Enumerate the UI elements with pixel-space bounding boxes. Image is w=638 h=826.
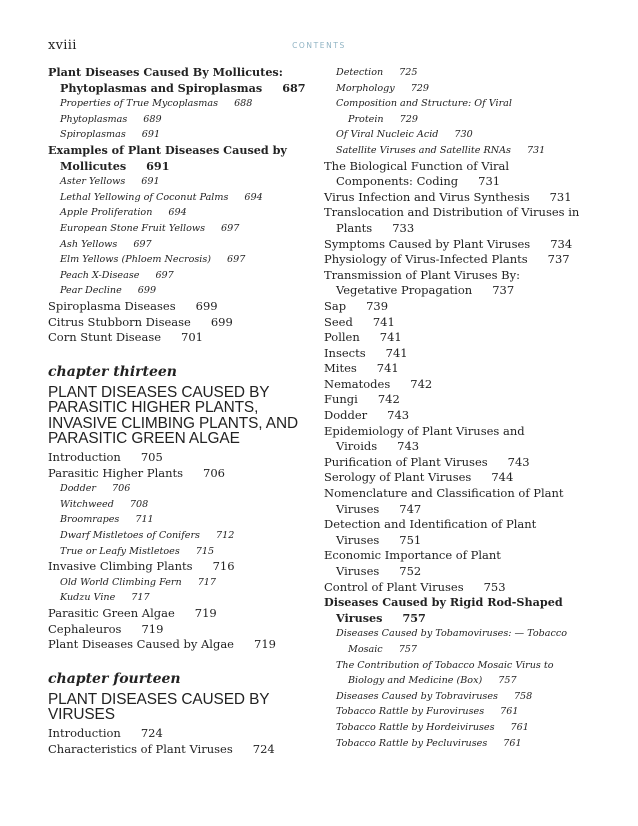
toc-entry-title: Insects <box>324 345 366 360</box>
toc-entry-title: Witchweed <box>60 498 114 510</box>
toc-entry[interactable] <box>48 330 310 346</box>
toc-entry-title: Broomrapes <box>60 514 120 526</box>
toc-entry[interactable] <box>324 626 580 657</box>
toc-entry[interactable] <box>324 658 580 689</box>
toc-entry-page: 688 <box>234 98 253 110</box>
toc-entry[interactable] <box>48 299 310 315</box>
toc-entry-title: Fungi <box>324 392 358 407</box>
toc-entry-title: Spiroplasmas <box>60 129 126 141</box>
toc-entry-title: Physiology of Virus-Infected Plants <box>324 252 528 267</box>
toc-entry[interactable] <box>324 65 580 81</box>
toc-entry[interactable] <box>48 742 310 758</box>
toc-entry-page: 712 <box>216 530 235 542</box>
toc-entry-page: 757 <box>498 675 517 687</box>
toc-entry-page: 719 <box>254 637 276 652</box>
toc-entry[interactable] <box>48 466 310 482</box>
toc-column-left <box>48 65 310 757</box>
toc-entry-page: 697 <box>133 238 152 250</box>
toc-entry-page: 699 <box>195 298 218 313</box>
toc-entry[interactable] <box>48 450 310 466</box>
toc-entry[interactable] <box>324 299 580 315</box>
toc-entry-page: 724 <box>140 725 163 740</box>
toc-entry-page: 691 <box>146 158 170 173</box>
toc-entry[interactable] <box>324 96 580 127</box>
toc-entry-title: Detection <box>336 67 384 78</box>
toc-entry[interactable] <box>48 544 310 560</box>
toc-entry[interactable] <box>324 377 580 393</box>
toc-entry-title: The Contribution of Tobacco Mosaic Virus to Biology and Medicine (Box) <box>336 659 554 687</box>
toc-entry-title: Apple Proliferation <box>60 207 153 219</box>
chapter-label: chapter fourteen <box>48 670 181 687</box>
toc-entry-title: Elm Yellows (Phloem Necrosis) <box>60 254 212 266</box>
toc-entry-title: Diseases Caused by Rigid Rod-Shaped Viruses <box>324 595 563 625</box>
toc-entry[interactable] <box>324 548 580 579</box>
toc-entry[interactable] <box>48 237 310 253</box>
toc-entry[interactable] <box>48 112 310 128</box>
toc-entry-page: 758 <box>513 690 533 702</box>
toc-entry-page: 725 <box>399 67 418 78</box>
toc-entry[interactable] <box>324 268 580 299</box>
toc-entry-page: 687 <box>282 80 306 95</box>
toc-entry-title: The Biological Function of Viral Components: Coding <box>324 158 510 189</box>
toc-entry-title: Peach X-Disease <box>60 269 140 281</box>
toc-section-chapter-fourteen <box>48 726 310 757</box>
toc-entry-page: 737 <box>492 283 515 298</box>
toc-entry[interactable] <box>48 559 310 575</box>
toc-entry-title: Morphology <box>336 82 395 94</box>
toc-entry-title: Spiroplasma Diseases <box>48 298 176 313</box>
toc-entry-title: Corn Stunt Disease <box>48 330 162 345</box>
toc-entry-title: Satellite Viruses and Satellite RNAs <box>336 144 511 156</box>
toc-entry[interactable] <box>48 252 310 268</box>
toc-entry[interactable] <box>48 127 310 143</box>
toc-entry-page: 731 <box>549 189 572 204</box>
toc-entry[interactable] <box>48 481 310 497</box>
toc-entry-title: Epidemiology of Plant Viruses and Viroids <box>324 423 525 454</box>
toc-entry-page: 708 <box>129 498 149 510</box>
toc-entry-page: 697 <box>227 254 246 266</box>
toc-entry-title: Detection and Identification of Plant Viruses <box>324 517 537 547</box>
toc-entry[interactable] <box>48 96 310 112</box>
toc-entry-title: Composition and Structure: Of Viral Protein <box>336 98 512 125</box>
toc-entry-page: 742 <box>377 392 400 407</box>
toc-entry[interactable] <box>324 205 580 236</box>
toc-entry[interactable] <box>48 726 310 742</box>
toc-entry[interactable] <box>48 65 310 96</box>
toc-entry-page: 694 <box>168 207 187 219</box>
toc-entry-page: 730 <box>454 129 473 141</box>
toc-entry-title: Citrus Stubborn Disease <box>48 314 191 329</box>
toc-entry[interactable] <box>48 205 310 221</box>
toc-entry-page: 733 <box>392 220 415 235</box>
toc-entry-title: Purification of Plant Viruses <box>324 454 488 469</box>
toc-entry-title: Old World Climbing Fern <box>60 576 182 588</box>
toc-entry[interactable] <box>324 689 580 705</box>
toc-entry-title: Kudzu Vine <box>60 592 116 604</box>
toc-entry-page: 741 <box>376 361 399 376</box>
toc-entry-title: True or Leafy Mistletoes <box>60 545 180 557</box>
toc-entry-page: 719 <box>141 621 164 636</box>
toc-entry-page: 761 <box>500 706 519 718</box>
toc-entry-title: Characteristics of Plant Viruses <box>48 741 233 756</box>
toc-entry-page: 729 <box>410 82 429 94</box>
toc-section-viruses <box>324 65 580 751</box>
toc-entry[interactable] <box>48 606 310 622</box>
toc-entry-title: Introduction <box>48 450 121 465</box>
toc-entry[interactable] <box>324 346 580 362</box>
toc-entry-page: 705 <box>140 450 163 465</box>
toc-entry-page: 706 <box>203 465 225 480</box>
toc-entry-page: 694 <box>244 191 263 203</box>
toc-entry[interactable] <box>48 528 310 544</box>
toc-entry[interactable] <box>324 704 580 720</box>
toc-entry-page: 716 <box>212 559 235 574</box>
toc-entry[interactable] <box>48 637 310 653</box>
toc-entry-title: Pollen <box>324 330 360 345</box>
toc-entry-page: 743 <box>387 408 410 423</box>
toc-entry-title: Economic Importance of Plant Viruses <box>324 548 501 578</box>
toc-entry[interactable] <box>48 622 310 638</box>
toc-entry-title: Plant Diseases Caused By Mollicutes: Phytoplasmas and Spiroplasmas <box>48 65 283 95</box>
toc-entry-page: 706 <box>112 483 131 495</box>
toc-entry-page: 701 <box>181 330 203 345</box>
toc-entry-page: 761 <box>503 737 522 749</box>
toc-entry-title: Lethal Yellowing of Coconut Palms <box>60 191 229 203</box>
toc-entry-title: Aster Yellows <box>60 176 126 188</box>
running-head: CONTENTS <box>292 41 346 50</box>
toc-entry-page: 711 <box>135 514 154 526</box>
toc-section-mollicutes <box>48 65 310 346</box>
toc-entry-title: Plant Diseases Caused by Algae <box>48 637 234 652</box>
toc-entry-page: 689 <box>143 113 162 125</box>
toc-entry[interactable] <box>48 315 310 331</box>
toc-entry[interactable] <box>324 237 580 253</box>
toc-entry-title: Nematodes <box>324 376 391 391</box>
toc-entry[interactable] <box>324 143 580 159</box>
toc-entry-title: Introduction <box>48 725 121 740</box>
toc-entry-page: 699 <box>137 285 157 297</box>
toc-entry[interactable] <box>48 590 310 606</box>
toc-entry-page: 734 <box>550 236 573 251</box>
toc-entry[interactable] <box>324 470 580 486</box>
toc-entry[interactable] <box>324 424 580 455</box>
toc-entry-page: 741 <box>372 314 395 329</box>
toc-entry[interactable] <box>324 330 580 346</box>
chapter-title: PLANT DISEASES CAUSED BY VIRUSES <box>48 690 270 724</box>
page-number: xviii <box>48 38 77 53</box>
toc-entry-title: Invasive Climbing Plants <box>48 559 193 574</box>
toc-entry-page: 751 <box>399 532 422 547</box>
toc-entry[interactable] <box>324 517 580 548</box>
toc-entry[interactable] <box>324 595 580 626</box>
toc-entry-title: Dwarf Mistletoes of Conifers <box>60 530 200 542</box>
toc-entry-page: 731 <box>526 144 546 156</box>
toc-entry[interactable] <box>48 575 310 591</box>
toc-entry-page: 742 <box>410 376 433 391</box>
toc-section-chapter-thirteen <box>48 450 310 653</box>
toc-entry-page: 691 <box>141 176 160 188</box>
toc-entry-title: Symptoms Caused by Plant Viruses <box>324 236 531 251</box>
toc-entry-title: Virus Infection and Virus Synthesis <box>324 189 530 204</box>
toc-entry[interactable] <box>48 190 310 206</box>
toc-entry-page: 743 <box>507 454 530 469</box>
toc-entry[interactable] <box>324 408 580 424</box>
toc-entry-title: Tobacco Rattle by Hordeiviruses <box>336 721 495 733</box>
toc-entry-title: Ash Yellows <box>60 238 118 250</box>
toc-entry-page: 719 <box>194 606 217 620</box>
toc-entry[interactable] <box>48 497 310 513</box>
toc-entry-title: Nomenclature and Classification of Plant Viruses <box>324 486 564 516</box>
toc-entry-title: Serology of Plant Viruses <box>324 470 472 485</box>
toc-entry-page: 715 <box>195 545 215 557</box>
toc-entry-title: Phytoplasmas <box>60 113 128 125</box>
toc-entry[interactable] <box>324 127 580 143</box>
toc-entry-title: Diseases Caused by Tobamoviruses: — Tobacco Mosaic <box>336 628 567 655</box>
toc-entry-page: 717 <box>131 592 150 604</box>
toc-entry-page: 717 <box>197 576 216 588</box>
toc-entry-title: Sap <box>324 298 347 313</box>
toc-entry-page: 747 <box>399 501 422 516</box>
toc-entry[interactable] <box>48 283 310 299</box>
toc-entry-title: European Stone Fruit Yellows <box>60 222 206 234</box>
toc-entry[interactable] <box>324 486 580 517</box>
toc-entry-page: 691 <box>141 129 161 141</box>
toc-entry-page: 757 <box>402 610 426 625</box>
toc-entry-page: 729 <box>399 113 418 125</box>
toc-entry[interactable] <box>324 159 580 190</box>
toc-entry-page: 697 <box>155 269 174 281</box>
chapter-title: PLANT DISEASES CAUSED BY PARASITIC HIGHER PLANTS, INVASIVE CLIMBING PLANTS, AND PARASITIC GREEN ALGAE <box>48 383 298 448</box>
toc-entry[interactable] <box>48 512 310 528</box>
toc-entry[interactable] <box>324 455 580 471</box>
toc-entry-page: 744 <box>491 470 514 485</box>
toc-entry-page: 753 <box>483 579 506 594</box>
toc-entry-title: Control of Plant Viruses <box>324 579 464 594</box>
chapter-label: chapter thirteen <box>48 363 177 380</box>
toc-entry[interactable] <box>48 221 310 237</box>
toc-entry-page: 724 <box>252 741 275 756</box>
toc-entry-page: 697 <box>221 222 240 234</box>
toc-entry[interactable] <box>324 361 580 377</box>
toc-entry-page: 741 <box>379 330 402 345</box>
toc-entry[interactable] <box>324 252 580 268</box>
toc-entry-page: 699 <box>210 314 233 329</box>
toc-entry[interactable] <box>324 580 580 596</box>
toc-entry-page: 737 <box>547 252 570 267</box>
toc-entry-page: 743 <box>397 439 420 454</box>
toc-entry-title: Parasitic Higher Plants <box>48 465 184 480</box>
toc-entry-page: 741 <box>385 345 408 360</box>
toc-entry[interactable] <box>324 392 580 408</box>
toc-entry-title: Tobacco Rattle by Pecluviruses <box>336 737 488 749</box>
toc-column-right <box>324 65 580 751</box>
toc-entry-title: Dodder <box>324 408 368 423</box>
toc-entry-title: Parasitic Green Algae <box>48 606 175 620</box>
toc-entry[interactable] <box>48 174 310 190</box>
toc-entry-title: Properties of True Mycoplasmas <box>60 98 219 110</box>
toc-entry-title: Translocation and Distribution of Viruses in Plants <box>324 205 580 235</box>
toc-entry-page: 761 <box>510 721 529 733</box>
toc-entry-page: 752 <box>399 564 422 578</box>
toc-entry[interactable] <box>48 268 310 284</box>
toc-entry-title: Seed <box>324 314 353 329</box>
toc-entry[interactable] <box>324 315 580 331</box>
toc-entry-title: Dodder <box>60 483 97 495</box>
toc-entry-title: Examples of Plant Diseases Caused by Mollicutes <box>48 142 287 173</box>
toc-entry-title: Mites <box>324 361 357 376</box>
toc-entry-page: 739 <box>366 298 389 313</box>
toc-entry-title: Cephaleuros <box>48 621 122 636</box>
toc-entry[interactable] <box>48 143 310 174</box>
toc-entry[interactable] <box>324 720 580 736</box>
toc-entry-title: Pear Decline <box>60 285 122 297</box>
toc-entry-title: Transmission of Plant Viruses By: Vegetative Propagation <box>324 267 520 298</box>
toc-entry-page: 757 <box>398 643 417 655</box>
toc-entry[interactable] <box>324 81 580 97</box>
toc-entry[interactable] <box>324 190 580 206</box>
toc-entry[interactable] <box>324 736 580 752</box>
toc-entry-title: Diseases Caused by Tobraviruses <box>336 690 498 702</box>
toc-entry-page: 731 <box>478 174 501 189</box>
toc-entry-title: Of Viral Nucleic Acid <box>336 129 439 141</box>
toc-entry-title: Tobacco Rattle by Furoviruses <box>336 706 485 718</box>
